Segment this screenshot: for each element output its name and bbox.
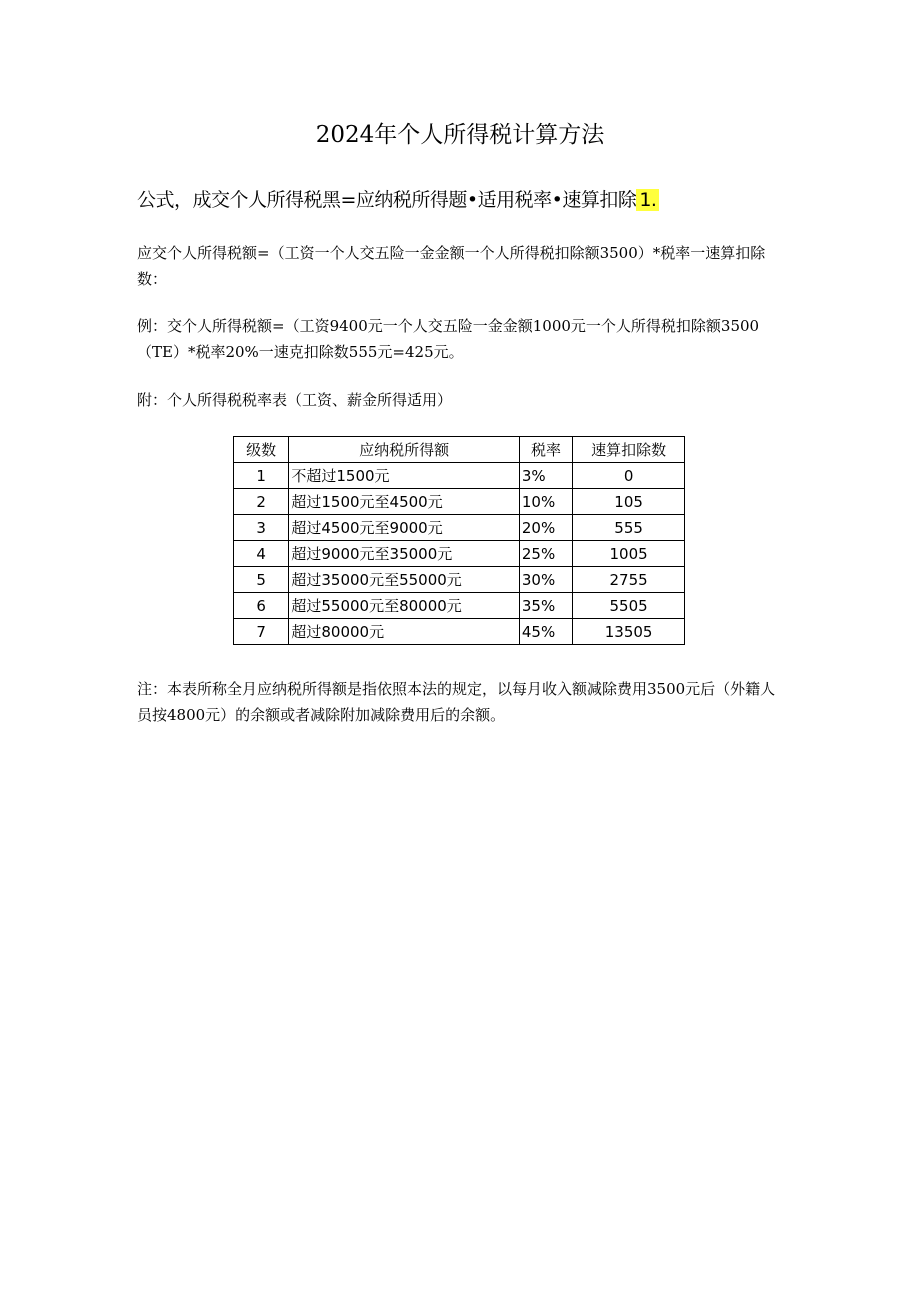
formula-text: 公式，成交个人所得税黑=应纳税所得题•适用税率•速算扣除	[137, 189, 637, 211]
cell-range: 超过9000元至35000元	[289, 541, 520, 567]
header-range: 应纳税所得额	[289, 437, 520, 463]
cell-range: 超过55000元至80000元	[289, 593, 520, 619]
formula-line	[137, 185, 659, 215]
cell-range: 超过80000元	[289, 619, 520, 645]
cell-range: 不超过1500元	[289, 463, 520, 489]
table-row	[234, 489, 685, 515]
example-paragraph: 例：交个人所得税额=（工资9400元一个人交五险一金金额1000元一个人所得税扣除额3500（TE）*税率20%一速克扣除数555元=425元。	[137, 317, 760, 361]
table-caption: 附：个人所得税税率表（工资、薪金所得适用）	[137, 391, 453, 409]
tax-rate-table	[233, 436, 685, 645]
cell-rate: 3%	[519, 463, 572, 489]
table-row	[234, 619, 685, 645]
cell-rate: 35%	[519, 593, 572, 619]
cell-rate: 20%	[519, 515, 572, 541]
page-title: 2024年个人所得税计算方法	[315, 122, 605, 148]
cell-rate: 30%	[519, 567, 572, 593]
cell-level: 2	[234, 489, 289, 515]
table-row	[234, 567, 685, 593]
cell-level: 5	[234, 567, 289, 593]
cell-deduction: 2755	[573, 567, 685, 593]
cell-rate: 45%	[519, 619, 572, 645]
cell-rate: 10%	[519, 489, 572, 515]
table-row	[234, 593, 685, 619]
header-rate: 税率	[519, 437, 572, 463]
header-level: 级数	[234, 437, 289, 463]
cell-level: 4	[234, 541, 289, 567]
cell-range: 超过4500元至9000元	[289, 515, 520, 541]
table-row	[234, 515, 685, 541]
cell-level: 3	[234, 515, 289, 541]
table-note: 注：本表所称全月应纳税所得额是指依照本法的规定，以每月收入额减除费用3500元后（外籍人员按4800元）的余额或者减除附加减除费用后的余额。	[137, 680, 776, 724]
cell-rate: 25%	[519, 541, 572, 567]
cell-deduction: 0	[573, 463, 685, 489]
table-header-row	[234, 437, 685, 463]
cell-level: 6	[234, 593, 289, 619]
header-deduction: 速算扣除数	[573, 437, 685, 463]
cell-deduction: 105	[573, 489, 685, 515]
tax-formula-paragraph: 应交个人所得税额=（工资一个人交五险一金金额一个人所得税扣除额3500）*税率一速算扣除数：	[137, 244, 766, 288]
cell-deduction: 5505	[573, 593, 685, 619]
cell-deduction: 13505	[573, 619, 685, 645]
table-row	[234, 463, 685, 489]
cell-deduction: 555	[573, 515, 685, 541]
cell-level: 7	[234, 619, 289, 645]
cell-range: 超过35000元至55000元	[289, 567, 520, 593]
table-row	[234, 541, 685, 567]
cell-level: 1	[234, 463, 289, 489]
highlighted-text: 1.	[636, 189, 659, 211]
cell-range: 超过1500元至4500元	[289, 489, 520, 515]
cell-deduction: 1005	[573, 541, 685, 567]
